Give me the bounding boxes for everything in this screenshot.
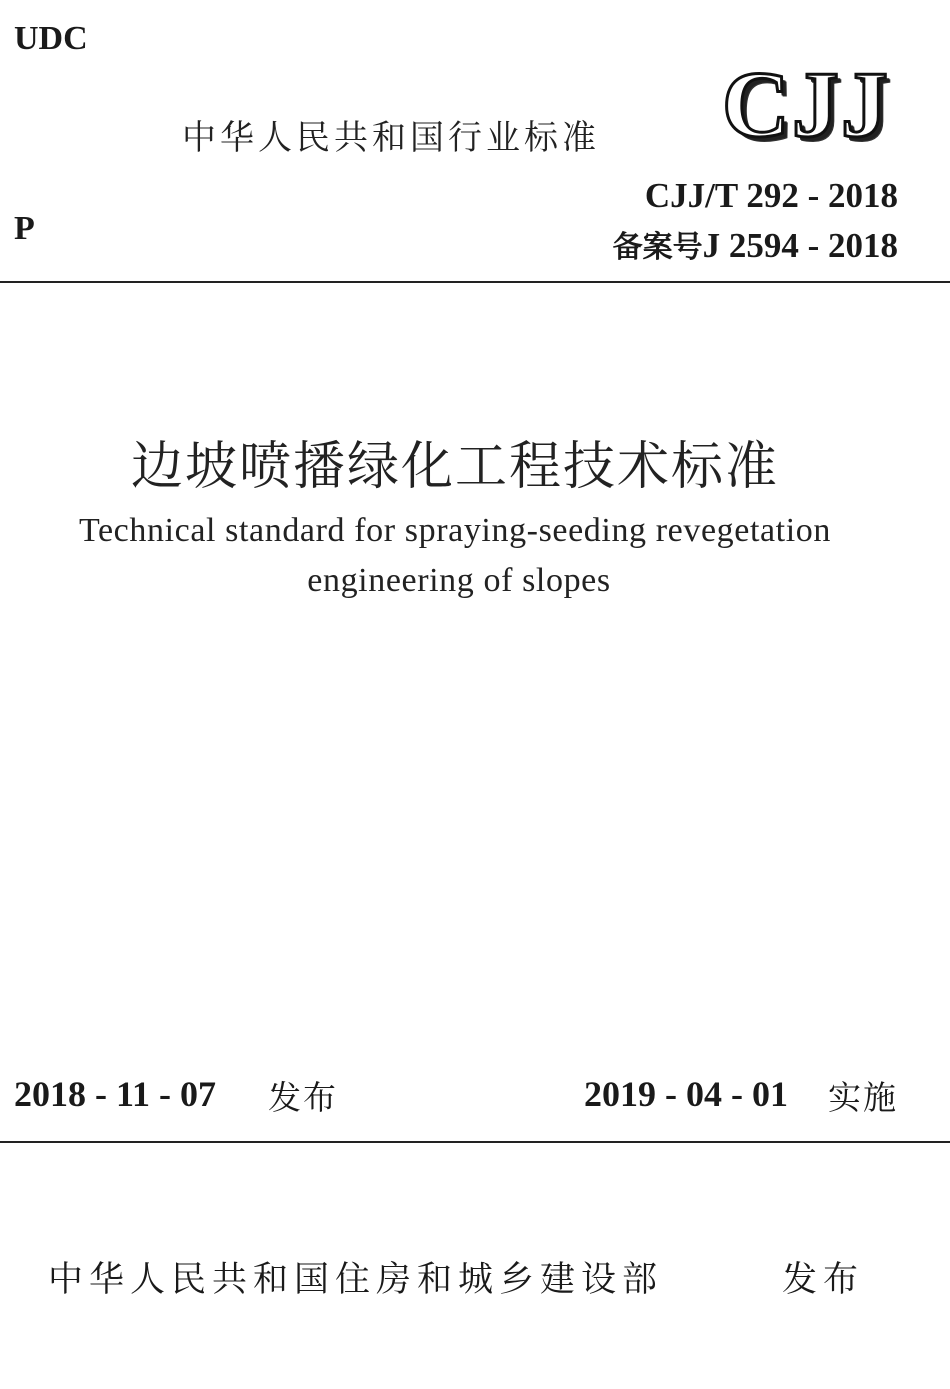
- document-title-en-line1: Technical standard for spraying-seeding revegetation: [79, 512, 831, 549]
- publisher-name: 中华人民共和国住房和城乡建设部: [48, 1260, 664, 1300]
- bottom-divider: [0, 1141, 950, 1143]
- implement-date: 2019 - 04 - 01: [584, 1074, 788, 1114]
- standard-class-title: 中华人民共和国行业标准: [182, 118, 600, 158]
- document-title-zh: 边坡喷播绿化工程技术标准: [130, 437, 779, 497]
- udc-label: UDC: [14, 20, 88, 57]
- document-title-en-line2: engineering of slopes: [307, 562, 611, 599]
- publish-label: 发布: [782, 1260, 865, 1300]
- cjj-logo: CJJ: [722, 53, 890, 157]
- standard-number: CJJ/T 292 - 2018: [644, 176, 898, 215]
- issue-date: 2018 - 11 - 07: [14, 1074, 216, 1114]
- issue-label: 发布: [268, 1078, 338, 1117]
- record-number-line: [613, 222, 898, 266]
- implement-label: 实施: [828, 1078, 898, 1117]
- top-divider: [0, 281, 950, 283]
- record-label: 备案号: [612, 230, 703, 265]
- record-number: J 2594 - 2018: [702, 226, 898, 265]
- category-letter: P: [14, 210, 35, 247]
